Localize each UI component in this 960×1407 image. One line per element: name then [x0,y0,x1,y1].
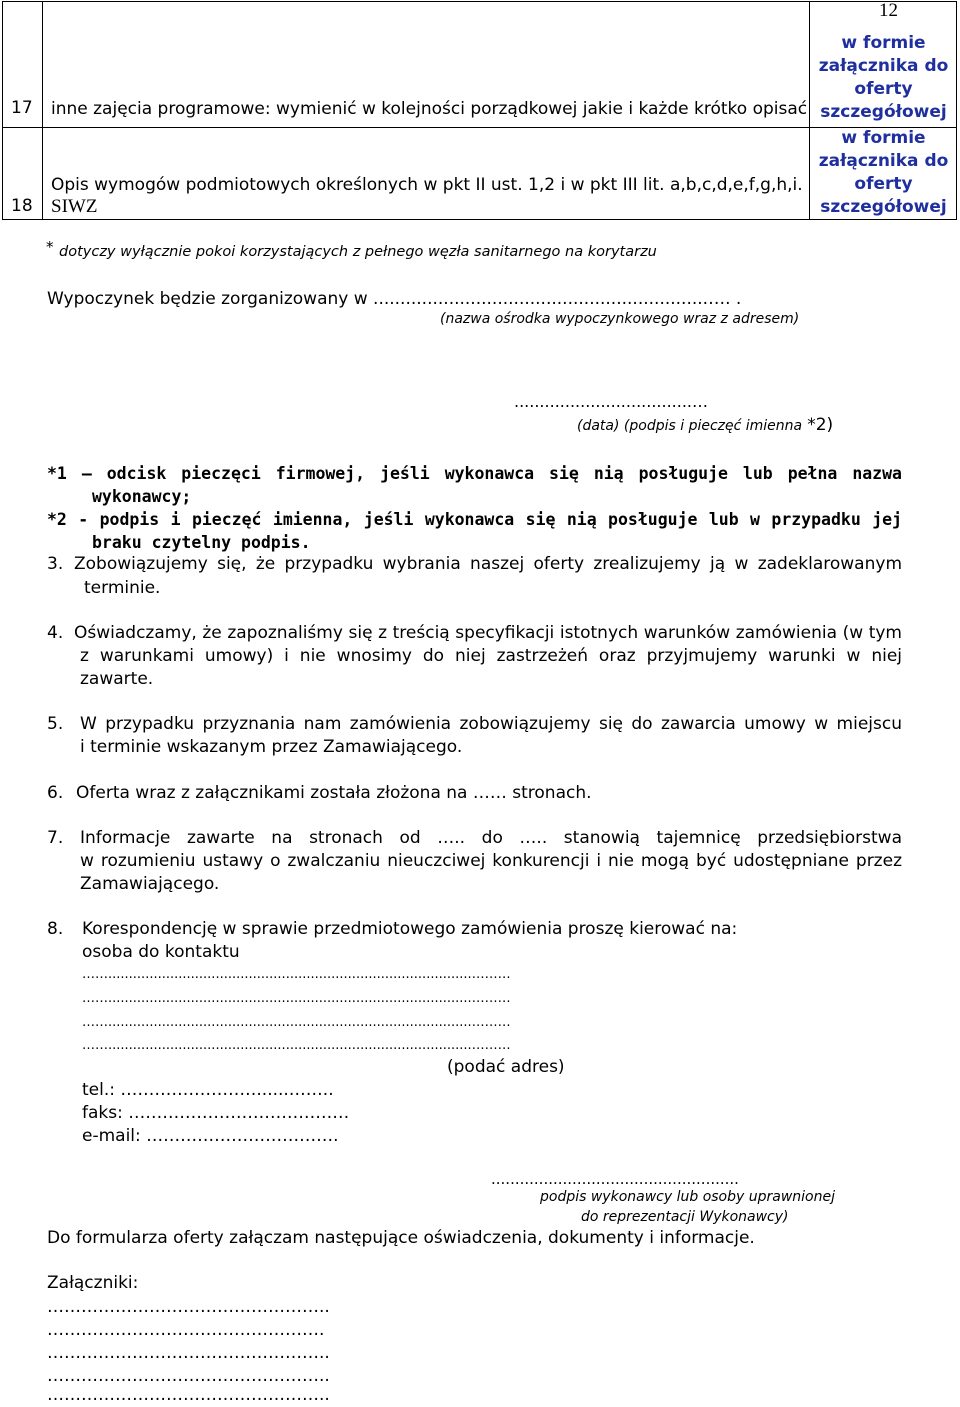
attachment-line: ………………………………………….. [47,1297,330,1317]
email-line: e-mail: ……………………………. [82,1126,339,1146]
note-1-line1: *1 – odcisk pieczęci firmowej, jeśli wykonawca się nią posługuje lub pełna nazwa [47,464,902,483]
form-line: załącznika do [818,56,949,76]
row-text-18-line1: Opis wymogów podmiotowych określonych w pkt II ust. 1,2 i w pkt III lit. a,b,c,d,e,f,g,h,i. [51,175,803,195]
form-line: w formie [841,33,926,53]
signature-dots: ...................................… [514,392,709,411]
item-3-line2: terminie. [84,578,161,598]
signature-mark: *2) [807,415,834,435]
table-col-divider [42,2,43,219]
row-number-17: 17 [11,98,33,118]
signature2-caption-line2: do reprezentacji Wykonawcy) [581,1209,789,1225]
attachment-line: ………………………………………….. [47,1385,330,1405]
item-7-line3: Zamawiającego. [80,874,220,894]
item-8-line1: Korespondencję w sprawie przedmiotowego zamówienia proszę kierować na: [82,919,738,939]
item-4-number: 4. [47,623,64,643]
item-7-line2: w rozumieniu ustawy o zwalczaniu nieuczciwej konkurencji i nie mogą być udostępniane przez [80,851,902,871]
requirements-table [2,1,957,220]
tel-line: tel.: ……………………......…….. [82,1080,334,1100]
row-form-18 [809,127,958,219]
item-5-line2: i terminie wskazanym przez Zamawiającego. [80,737,463,757]
address-line: ……........................................................................................……… [82,1015,511,1030]
item-8-line2: osoba do kontaktu [82,942,240,962]
item-8-number: 8. [47,919,64,939]
address-line: ……........................................................................................……… [82,967,511,982]
row-text-17: inne zajęcia programowe: wymienić w kolejności porządkowej jakie i każde krótko opisać [51,99,808,119]
attachment-line: ………………………………………….. [47,1366,330,1386]
item-7-number: 7. [47,828,64,848]
item-3-number: 3. [47,554,64,574]
address-line: ……........................................................................................……… [82,991,511,1006]
note-2-line2: braku czytelny podpis. [92,533,311,552]
note-2-line1: *2 - podpis i pieczęć imienna, jeśli wykonawca się nią posługuje lub w przypadku jej [47,510,902,529]
signature-caption-text: (data) (podpis i pieczęć imienna [577,418,803,434]
attachment-line: ………………………………………….. [47,1343,330,1363]
form-line: oferty [854,79,913,99]
address-caption: (podać adres) [447,1057,565,1077]
form-line: w formie [841,128,926,148]
form-line: oferty [854,174,913,194]
item-7-line1: Informacje zawarte na stronach od ….. do ….. stanowią tajemnicę przedsiębiorstwa [80,828,902,848]
note-1-line2: wykonawcy; [92,487,192,506]
footnote-text: dotyczy wyłącznie pokoi korzystających z pełnego węzła sanitarnego na korytarzu [59,244,657,260]
attachment-line: …………………………………………. [47,1320,325,1340]
signature-caption [577,415,833,435]
fax-line: faks: ………………………………… [82,1103,350,1123]
page-number: 12 [879,0,898,21]
signature2-caption-line1: podpis wykonawcy lub osoby uprawnionej [540,1189,835,1205]
item-6-number: 6. [47,783,64,803]
row-form-17 [809,32,958,124]
item-5-line1: W przypadku przyznania nam zamówienia zobowiązujemy się do zawarcia umowy w miejscu [80,714,902,734]
signature2-dots: .................................................... [491,1170,739,1188]
form-line: szczegółowej [820,102,947,122]
item-5-number: 5. [47,714,64,734]
attachments-label: Załączniki: [47,1273,139,1293]
item-6-line1: Oferta wraz z załącznikami została złożona na …… stronach. [76,783,592,803]
item-4-line3: zawarte. [80,669,154,689]
row-number-18: 18 [11,196,33,216]
item-4-line1: Oświadczamy, że zapoznaliśmy się z treścią specyfikacji istotnych warunków zamówienia (w tym [74,623,902,643]
item-4-line2: z warunkami umowy) i nie wnosimy do niej zastrzeżeń oraz przyjmujemy warunki w niej [80,646,902,666]
row-text-18-line2: SIWZ [51,196,98,217]
wypoczynek-line: Wypoczynek będzie zorganizowany w ..............................................................…. . [47,289,742,309]
wypoczynek-caption: (nazwa ośrodka wypoczynkowego wraz z adresem) [440,311,800,327]
form-line: załącznika do [818,151,949,171]
footnote-star: * [46,238,54,256]
attachments-intro: Do formularza oferty załączam następujące oświadczenia, dokumenty i informacje. [47,1228,755,1248]
item-3-line1: Zobowiązujemy się, że przypadku wybrania naszej oferty zrealizujemy ją w zadeklarowanym [74,554,902,574]
address-line: ……........................................................................................……… [82,1038,511,1053]
form-line: szczegółowej [820,197,947,217]
